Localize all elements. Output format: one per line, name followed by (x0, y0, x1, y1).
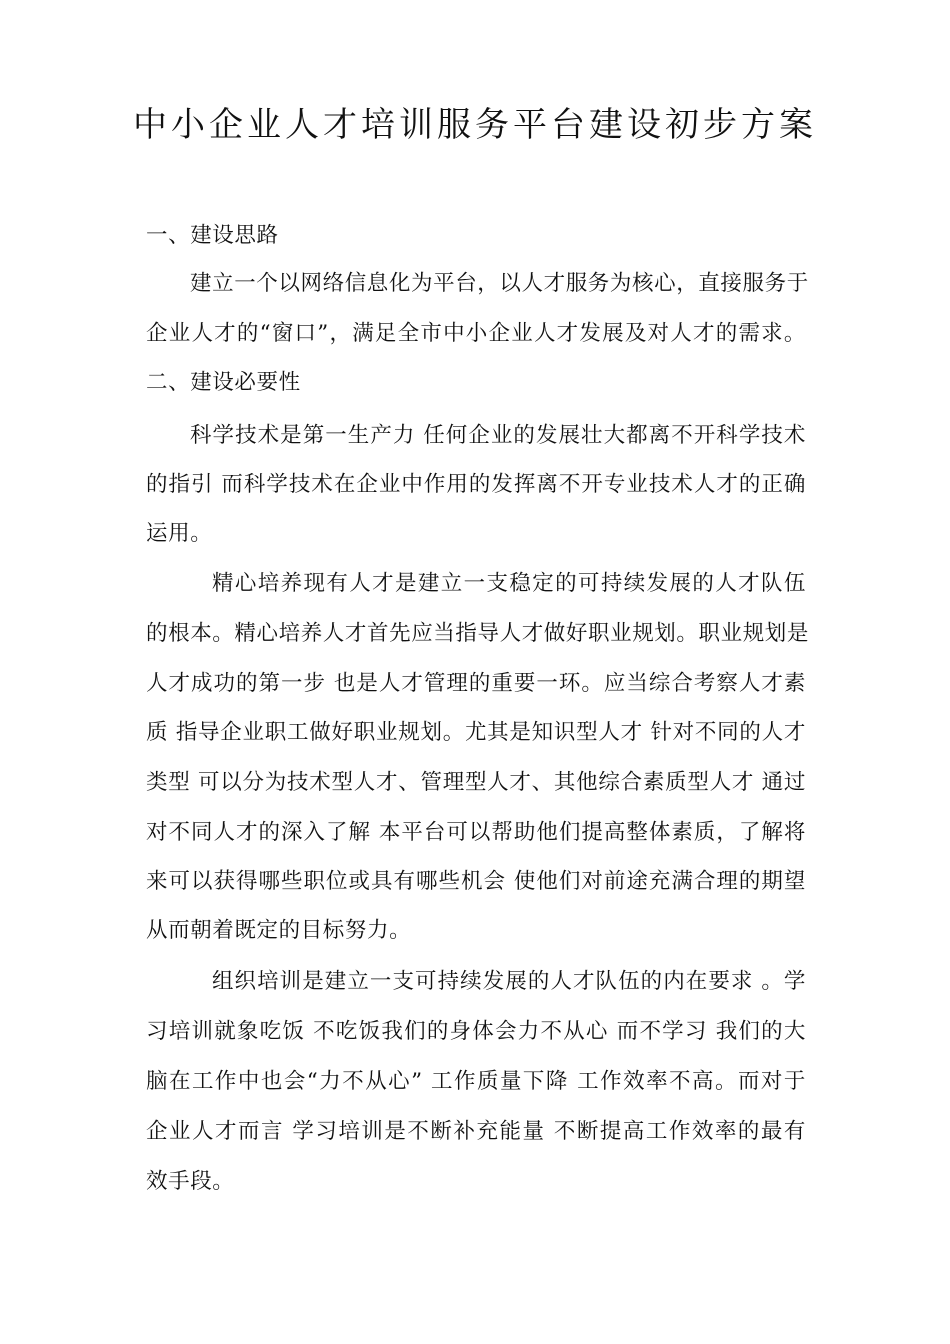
section-heading-1: 一、建设思路 (146, 223, 279, 248)
paragraph-line: 脑在工作中也会“力不从心” 工作质量下降 工作效率不高。而对于 (146, 1069, 806, 1094)
section-heading-2: 二、建设必要性 (146, 370, 301, 395)
paragraph-line: 建立一个以网络信息化为平台，以人才服务为核心，直接服务于 (190, 271, 809, 296)
paragraph-line: 质 指导企业职工做好职业规划。尤其是知识型人才 针对不同的人才 (146, 720, 806, 745)
paragraph-line: 企业人才而言 学习培训是不断补充能量 不断提高工作效率的最有 (146, 1119, 806, 1144)
paragraph-line: 精心培养现有人才是建立一支稳定的可持续发展的人才队伍 (212, 571, 806, 596)
paragraph-line: 类型 可以分为技术型人才、管理型人才、其他综合素质型人才 通过 (146, 770, 806, 795)
paragraph-line: 效手段。 (146, 1169, 235, 1194)
paragraph-line: 组织培训是建立一支可持续发展的人才队伍的内在要求 。学 (212, 969, 806, 994)
document-title: 中小企业人才培训服务平台建设初步方案 (133, 105, 817, 145)
paragraph-line: 习培训就象吃饭 不吃饭我们的身体会力不从心 而不学习 我们的大 (146, 1019, 806, 1044)
paragraph-line: 企业人才的“窗口”，满足全市中小企业人才发展及对人才的需求。 (146, 321, 806, 346)
paragraph-line: 人才成功的第一步 也是人才管理的重要一环。应当综合考察人才素 (146, 671, 806, 696)
paragraph-line: 运用。 (146, 521, 213, 546)
paragraph-line: 的根本。精心培养人才首先应当指导人才做好职业规划。职业规划是 (146, 621, 810, 646)
paragraph-line: 来可以获得哪些职位或具有哪些机会 使他们对前途充满合理的期望 (146, 869, 806, 894)
paragraph-line: 对不同人才的深入了解 本平台可以帮助他们提高整体素质，了解将 (146, 820, 806, 845)
paragraph-line: 科学技术是第一生产力 任何企业的发展壮大都离不开科学技术 (190, 423, 806, 448)
paragraph-line: 的指引 而科学技术在企业中作用的发挥离不开专业技术人才的正确 (146, 472, 806, 497)
paragraph-line: 从而朝着既定的目标努力。 (146, 918, 412, 943)
